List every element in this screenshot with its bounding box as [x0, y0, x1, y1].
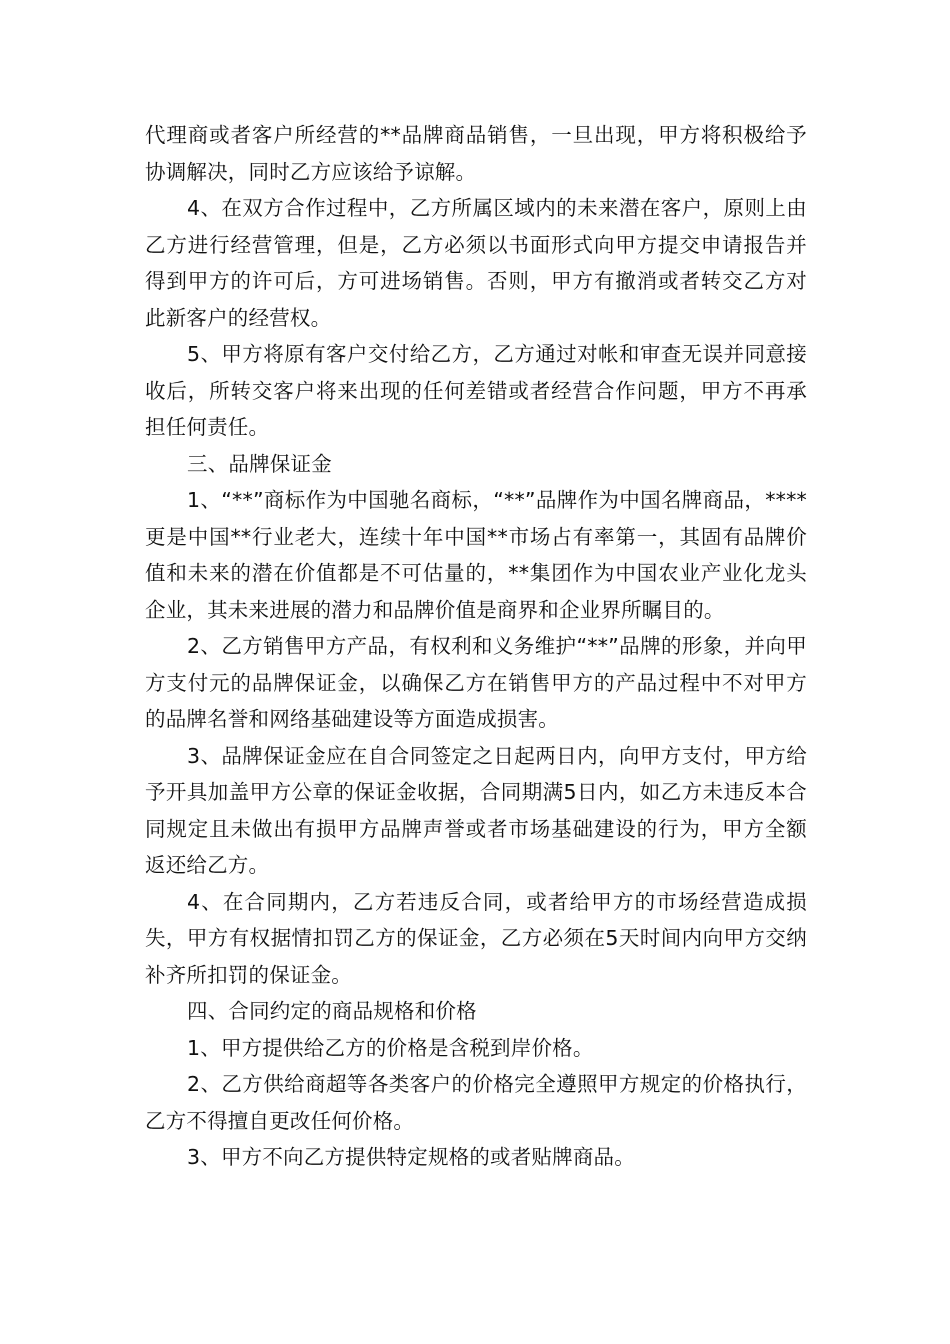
- paragraph-price-clause-2: 2、乙方供给商超等各类客户的价格完全遵照甲方规定的价格执行，乙方不得擅自更改任何价格。: [145, 1072, 807, 1133]
- paragraph-continuation: 代理商或者客户所经营的**品牌商品销售，一旦出现，甲方将积极给予协调解决，同时乙方应该给予谅解。: [145, 123, 807, 184]
- section-heading-brand-deposit: 三、品牌保证金: [187, 451, 332, 476]
- paragraph-deposit-clause-2: 2、乙方销售甲方产品，有权利和义务维护“**”品牌的形象，并向甲方支付元的品牌保证金，以确保乙方在销售甲方的产品过程中不对甲方的品牌名誉和网络基础建设等方面造成损害。: [145, 634, 807, 731]
- paragraph-price-clause-3: 3、甲方不向乙方提供特定规格的或者贴牌商品。: [187, 1145, 635, 1169]
- paragraph-deposit-clause-4: 4、在合同期内，乙方若违反合同，或者给甲方的市场经营造成损失，甲方有权据情扣罚乙方的保证金，乙方必须在5天时间内向甲方交纳补齐所扣罚的保证金。: [145, 889, 807, 987]
- paragraph-clause-4-prospective-clients: 4、在双方合作过程中，乙方所属区域内的未来潜在客户，原则上由乙方进行经营管理，但是，乙方必须以书面形式向甲方提交申请报告并得到甲方的许可后，方可进场销售。否则，甲方有撤消或者转交乙方对此新客户的经营权。: [145, 196, 807, 330]
- section-heading-specs-and-prices: 四、合同约定的商品规格和价格: [187, 999, 477, 1023]
- paragraph-deposit-clause-3: 3、品牌保证金应在自合同签定之日起两日内，向甲方支付，甲方给予开具加盖甲方公章的保证金收据，合同期满5日内，如乙方未违反本合同规定且未做出有损甲方品牌声誉或者市场基础建设的行为，甲方全额返还给乙方。: [145, 743, 807, 877]
- paragraph-deposit-clause-1: 1、“**”商标作为中国驰名商标，“**”品牌作为中国名牌商品，****更是中国**行业老大，连续十年中国**市场占有率第一，其固有品牌价值和未来的潜在价值都是不可估量的，**集团作为中国农业产业化龙头企业，其未来进展的潜力和品牌价值是商界和企业界所瞩目的。: [145, 488, 807, 622]
- document-body: [145, 117, 807, 1176]
- paragraph-clause-5-client-handover: 5、甲方将原有客户交付给乙方，乙方通过对帐和审查无误并同意接收后，所转交客户将来出现的任何差错或者经营合作问题，甲方不再承担任何责任。: [145, 342, 807, 439]
- paragraph-price-clause-1: 1、甲方提供给乙方的价格是含税到岸价格。: [187, 1035, 594, 1060]
